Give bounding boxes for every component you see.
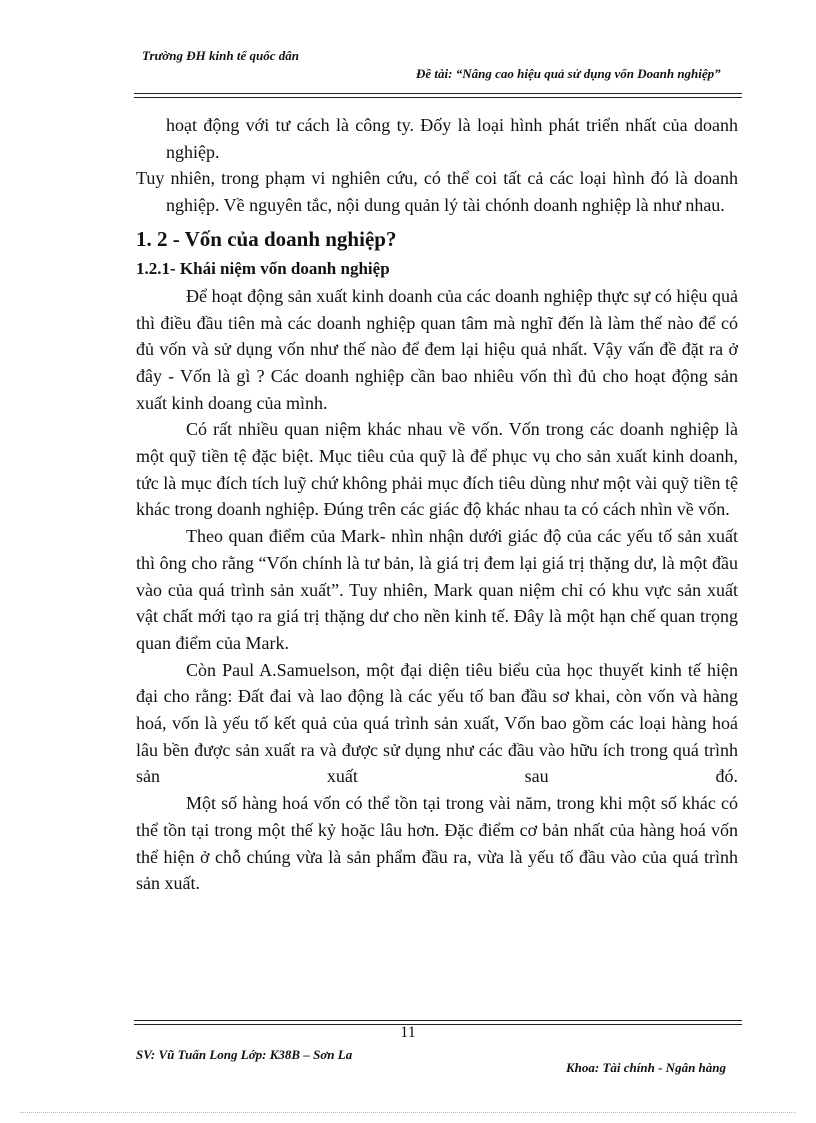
page-body bbox=[136, 112, 738, 897]
page-number: 11 bbox=[400, 1024, 416, 1041]
section-title: 1. 2 - Vốn của doanh nghiệp? bbox=[136, 226, 397, 251]
paragraph-4: Có rất nhiều quan niệm khác nhau về vốn. Vốn trong các doanh nghiệp là một quỹ tiền tệ đặc biệt. Mục tiêu của quỹ là để phục vụ cho sản xuất kinh doanh, tức là mục đích tích luỹ chứ không phải mục đích tiêu dùng như một vài quỹ tiền tệ khác trong doanh nghiệp. Đúng trên các giác độ khác nhau ta có cách nhìn về vốn. bbox=[136, 419, 738, 520]
header-rule bbox=[134, 93, 742, 98]
header-school: Trường ĐH kinh tế quốc dân bbox=[142, 48, 299, 63]
paragraph-5: Theo quan điểm của Mark- nhìn nhận dưới giác độ của các yếu tố sản xuất thì ông cho rằng “Vốn chính là tư bản, là giá trị đem lại giá trị thặng dư, là một đầu vào của quá trình sản xuất”. Tuy nhiên, Mark quan niệm chỉ có khu vực sản xuất vật chất mới tạo ra giá trị thặng dư cho nền kinh tế. Đây là một hạn chế quan trọng quan điểm của Mark. bbox=[136, 526, 738, 653]
paragraph-3: Để hoạt động sản xuất kinh doanh của các doanh nghiệp thực sự có hiệu quả thì điều đầu tiên mà các doanh nghiệp quan tâm mà nghĩ đến là làm thế nào để có đủ vốn và sử dụng vốn như thế nào để đem lại hiệu quả nhất. Vậy vấn đề đặt ra ở đây - Vốn là gì ? Các doanh nghiệp cần bao nhiêu vốn thì đủ cho hoạt động sản xuất kinh doang của mình. bbox=[136, 285, 738, 413]
page-edge-divider bbox=[20, 1112, 796, 1113]
header-topic: Đề tài: “Nâng cao hiệu quả sử dụng vốn Doanh nghiệp” bbox=[416, 66, 721, 81]
subsection-title: 1.2.1- Khái niệm vốn doanh nghiệp bbox=[136, 258, 390, 278]
paragraph-1: hoạt động với tư cách là công ty. Đốy là loại hình phát triển nhất của doanh nghiệp. bbox=[166, 115, 738, 162]
footer-faculty: Khoa: Tài chính - Ngân hàng bbox=[566, 1060, 727, 1075]
footer-student: SV: Vũ Tuấn Long Lớp: K38B – Sơn La bbox=[136, 1047, 353, 1062]
paragraph-2: Tuy nhiên, trong phạm vi nghiên cứu, có thể coi tất cả các loại hình đó là doanh nghiệp. Về nguyên tắc, nội dung quản lý tài chónh doanh nghiệp là như nhau. bbox=[136, 168, 738, 216]
paragraph-6: Còn Paul A.Samuelson, một đại diện tiêu biểu của học thuyết kinh tế hiện đại cho rằng: Đất đai và lao động là các yếu tố ban đầu sơ khai, còn vốn và hàng hoá, vốn là yếu tố kết quả của quá trình sản xuất, Vốn bao gồm các loại hàng hoá lâu bền được sản xuất ra và được sử dụng như các đầu vào hữu ích trong quá trình sản xuất sau đó. bbox=[136, 659, 738, 787]
paragraph-7: Một số hàng hoá vốn có thể tồn tại trong vài năm, trong khi một số khác có thể tồn tại trong một thế kỷ hoặc lâu hơn. Đặc điểm cơ bản nhất của hàng hoá vốn thể hiện ở chỗ chúng vừa là sản phẩm đầu ra, vừa là yếu tố đầu vào của quá trình sản xuất. bbox=[136, 793, 738, 894]
